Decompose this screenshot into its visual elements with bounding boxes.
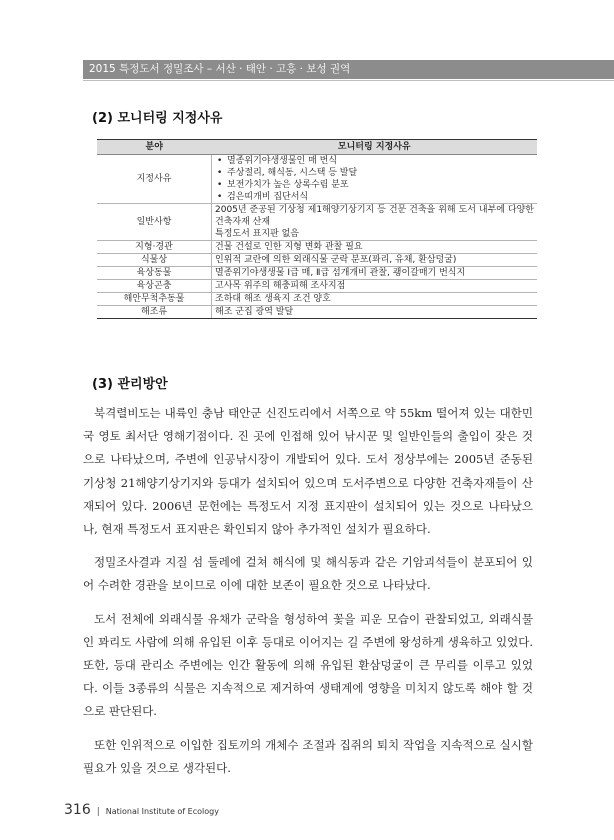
table-row: [97, 293, 537, 306]
row-description: 조하대 해조 생육지 조건 양호: [212, 293, 538, 306]
body-paragraph: 또한 인위적으로 이입한 집토끼의 개체수 조절과 집쥐의 퇴치 작업을 지속적으로 실시할 필요가 있을 것으로 생각된다.: [83, 737, 533, 775]
footer-organization: National Institute of Ecology: [105, 807, 219, 816]
page-number: 316: [64, 802, 91, 818]
table-row: [97, 267, 537, 280]
table-row: [97, 254, 537, 267]
row-description: 건물 건설로 인한 지형 변화 관찰 필요: [212, 241, 538, 254]
row-category: 해조류: [97, 306, 212, 319]
body-paragraph: 북격렬비도는 내륙인 충남 태안군 신진도리에서 서쪽으로 약 55km 떨어져 있는 대한민국 영토 최서단 영해기점이다. 진 곳에 인접해 있어 낚시꾼 및 일반인들의 출입이 잦은 것으로 나타났으며, 주변에 인공낚시장이 개발되어 있다. 도서 정상부에는 2005년 준동된 기상청 21해양기상기지와 등대가 설치되어 있으며 도서주변으로 다양한 건축자재들이 산재되어 있다. 2006년 문헌에는 특정도서 지정 표지판이 설치되어 있는 것으로 나타났으나, 현재 특정도서 표지판은 확인되지 않아 추가적인 설치가 필요하다.: [83, 406, 533, 537]
row-category: 지정사유: [97, 155, 212, 204]
table-header-row: [97, 140, 537, 155]
column-header-field: 분야: [97, 140, 212, 155]
table-row: [97, 306, 537, 319]
row-category: 일반사항: [97, 204, 212, 241]
section-heading-monitoring: (2) 모니터링 지정사유: [92, 111, 223, 126]
row-description: 멸종위기야생생물 Ⅰ급 매, Ⅱ급 섬개개비 관찰, 괭이갈매기 번식지: [212, 267, 538, 280]
row-text-line: 특정도서 표지판 없음: [215, 229, 299, 239]
row-category: 지형·경관: [97, 241, 212, 254]
row-category: 육상동물: [97, 267, 212, 280]
header-divider: [83, 80, 614, 81]
row-description: 인위적 교란에 의한 외래식물 군락 분포(꽈리, 유채, 환삼덩굴): [212, 254, 538, 267]
table-row: [97, 204, 537, 241]
bullet-item: • 주상절리, 해식동, 시스택 등 발달: [227, 167, 534, 179]
table-row: [97, 241, 537, 254]
section-heading-management: (3) 관리방안: [92, 377, 168, 392]
bullet-item: • 검은띠개비 집단서식: [227, 191, 534, 203]
management-body: [83, 402, 533, 790]
row-description: [212, 204, 538, 241]
row-category: 해안무척추동물: [97, 293, 212, 306]
monitoring-table: [97, 139, 537, 319]
bullet-item: • 보전가치가 높은 상록수림 분포: [227, 179, 534, 191]
row-text-line: 2005년 준공된 기상청 제1해양기상기지 등 건문 건축을 위해 도서 내부에 다양한 건축자재 산재: [215, 205, 534, 227]
bullet-list: [215, 155, 534, 203]
row-category: 식물상: [97, 254, 212, 267]
column-header-reason: 모니터링 지정사유: [212, 140, 538, 155]
table-row: [97, 155, 537, 204]
footer-separator: |: [96, 807, 100, 817]
row-description: 고사목 위주의 해충피해 조사지점: [212, 280, 538, 293]
row-category: 육상곤충: [97, 280, 212, 293]
bullet-item: • 멸종위기야생생물인 매 번식: [227, 155, 534, 167]
row-description: [212, 155, 538, 204]
body-paragraph: 정밀조사결과 지질 섬 둘레에 걸쳐 해식에 및 해식동과 같은 기암괴석들이 분포되어 있어 수려한 경관을 보이므로 이에 대한 보존이 필요한 것으로 나타났다.: [83, 555, 533, 593]
page-footer: [64, 802, 219, 818]
running-header: 2015 특정도서 정밀조사 – 서산 · 태안 · 고흥 · 보성 권역: [83, 60, 614, 79]
row-description: 해조 군집 광역 발달: [212, 306, 538, 319]
table-row: [97, 280, 537, 293]
body-paragraph: 도서 전체에 외래식물 유채가 군락을 형성하여 꽃을 피운 모습이 관찰되었고, 외래식물인 꽈리도 사람에 의해 유입된 이후 등대로 이어지는 길 주변에 왕성하게 생육하고 있었다. 또한, 등대 관리소 주변에는 인간 활동에 의해 유입된 환삼덩굴이 큰 무리를 이루고 있었다. 이들 3종류의 식물은 지속적으로 제거하여 생태계에 영향을 미치지 않도록 해야 할 것으로 판단된다.: [83, 611, 533, 719]
